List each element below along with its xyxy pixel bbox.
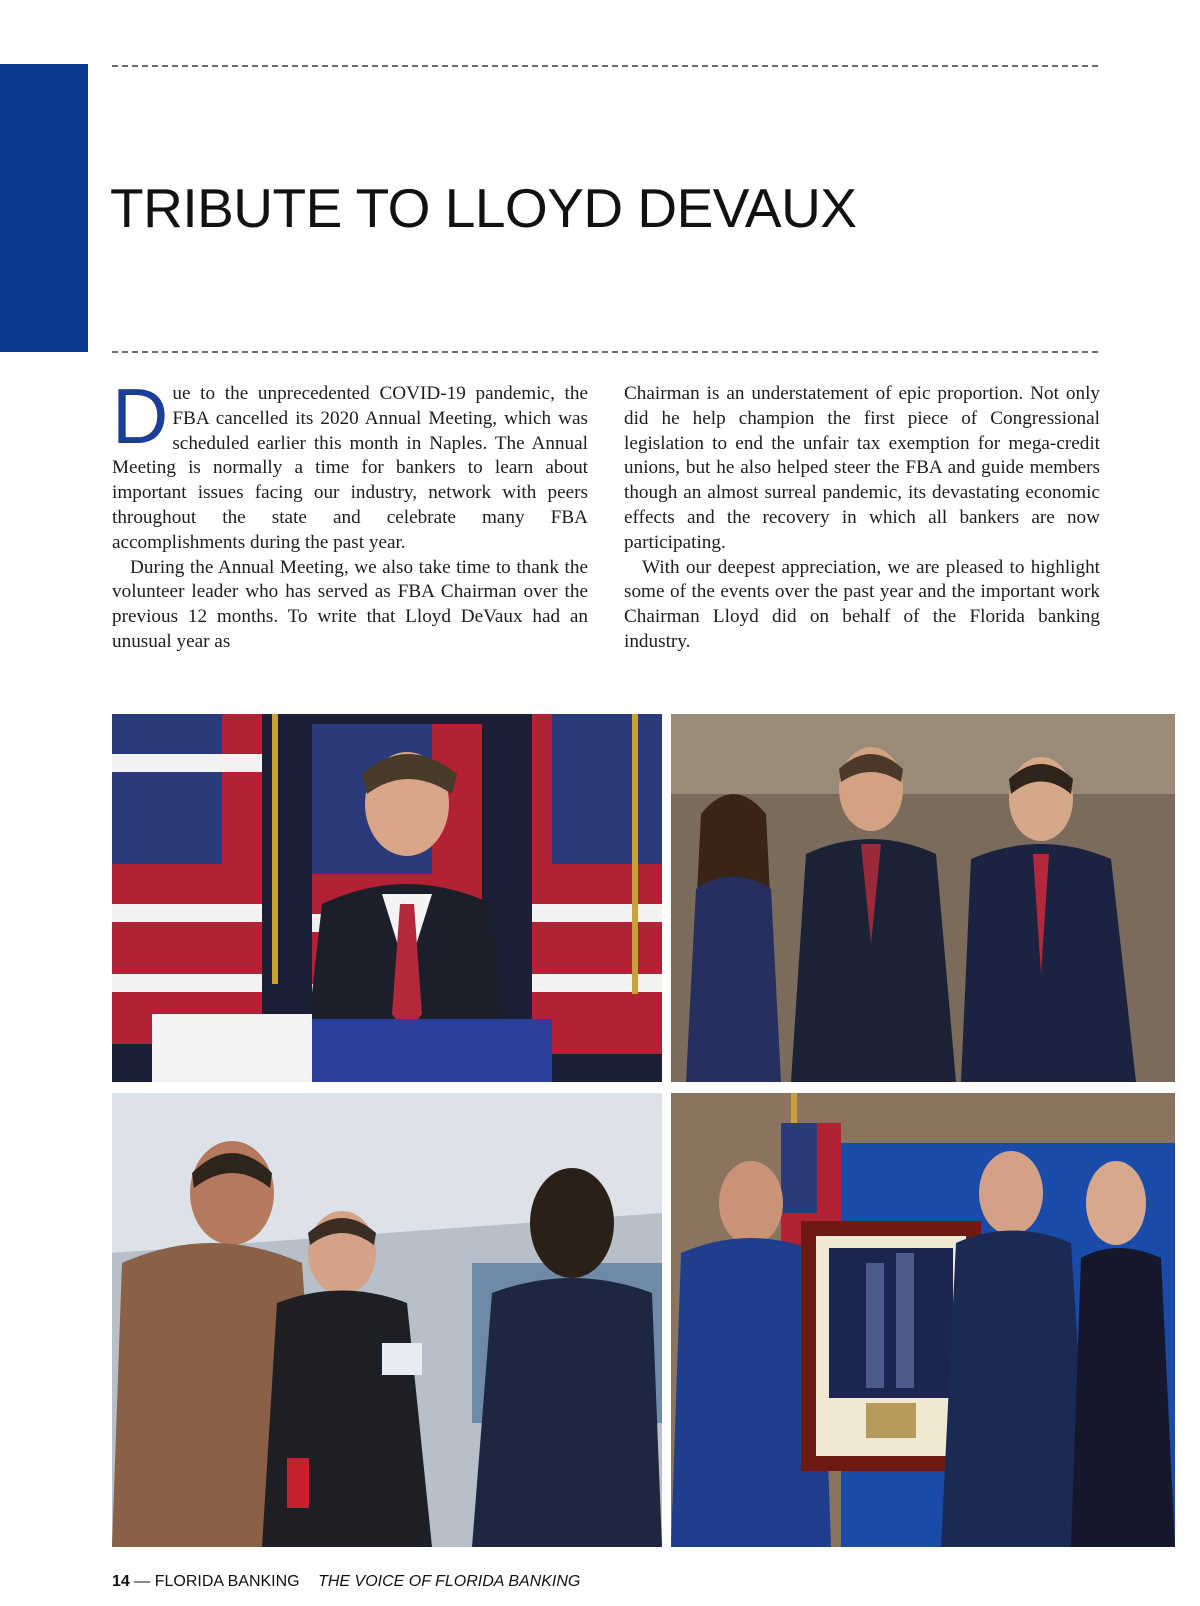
top-dashed-rule [112, 65, 1098, 67]
photo-podium-speaker [112, 714, 662, 1082]
paragraph: During the Annual Meeting, we also take time to thank the volunteer leader who has served as FBA Chairman over the previous 12 months. To write that Lloyd DeVaux had an unusual year as [112, 556, 588, 652]
page-number: 14 [112, 1573, 130, 1590]
footer-separator: — [134, 1573, 151, 1590]
publication-tagline: THE VOICE OF FLORIDA BANKING [318, 1573, 581, 1590]
publication-name: FLORIDA BANKING [154, 1573, 300, 1590]
photo-group-of-three [671, 714, 1175, 1082]
bottom-dashed-rule [112, 351, 1098, 353]
drop-cap: D [112, 372, 169, 460]
paragraph [112, 372, 588, 556]
article-column-right [624, 382, 1100, 655]
accent-bar [0, 64, 88, 352]
paragraph-text: ue to the unprecedented COVID-19 pandemic, the FBA cancelled its 2020 Annual Meeting, which was scheduled earlier this month in Naples. The Annual Meeting is normally a time for bankers to learn about important issues facing our industry, network with peers throughout the state and celebrate many FBA accomplishments during the past year. [112, 383, 588, 553]
paragraph: Chairman is an understatement of epic proportion. Not only did he help champion the first piece of Congressional legislation to end the unfair tax exemption for mega-credit unions, but he also helped steer the FBA and guide members though an almost surreal pandemic, its devastating economic effects and the recovery in which all bankers are now participating. [624, 383, 1100, 553]
page-footer [112, 1573, 580, 1591]
photo-framed-art-presentation [671, 1093, 1175, 1547]
article-column-left [112, 372, 588, 655]
paragraph: With our deepest appreciation, we are pleased to highlight some of the events over the past year and the important work Chairman Lloyd did on behalf of the Florida banking industry. [624, 556, 1100, 652]
article-title: TRIBUTE TO LLOYD DEVAUX [110, 177, 857, 239]
photo-tent-conversation [112, 1093, 662, 1547]
